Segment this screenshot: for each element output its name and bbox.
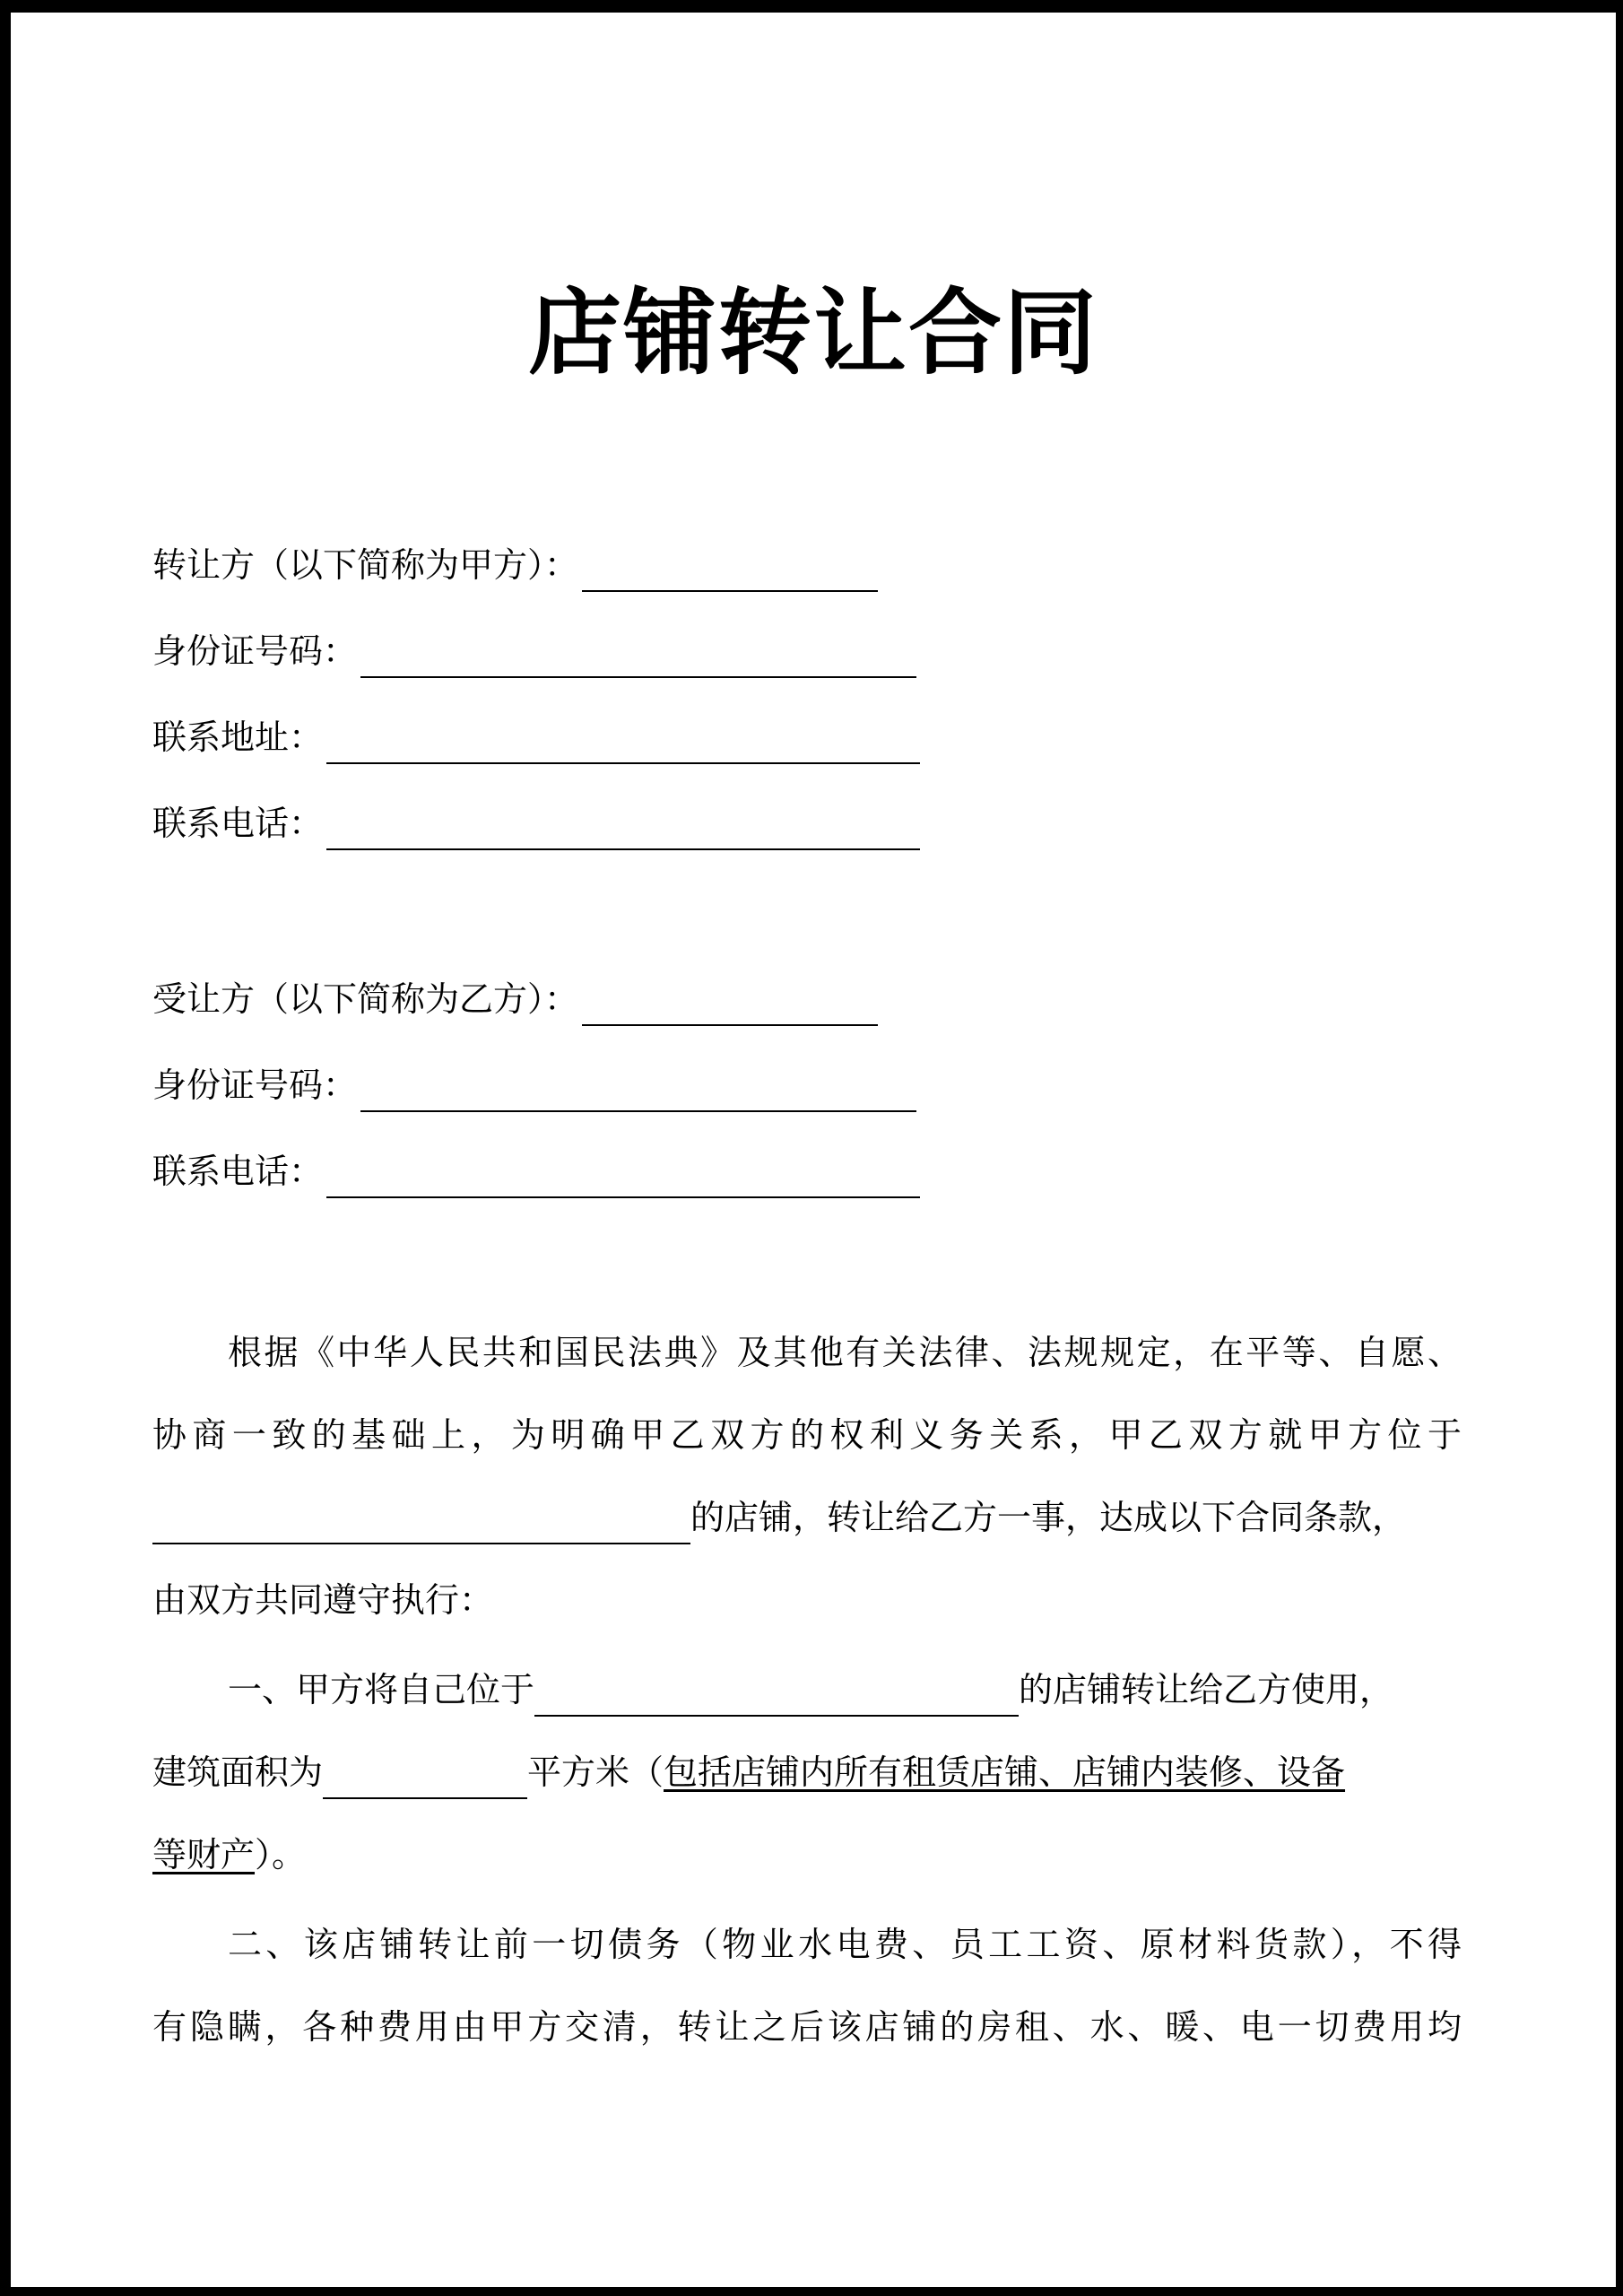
party-b-phone-field (152, 1144, 920, 1198)
preamble-line-4: 由双方共同遵守执行： (152, 1580, 494, 1620)
clause-1-area-prefix: 建筑面积为 (152, 1752, 324, 1792)
party-a-phone-label: 联系电话： (152, 804, 324, 843)
party-a-phone-field (152, 796, 920, 850)
party-a-id-label: 身份证号码： (152, 631, 358, 671)
party-b-phone-blank[interactable] (326, 1152, 920, 1198)
clause-1-line-3 (152, 1828, 1462, 1882)
clause-2-line-1: 二、该店铺转让前一切债务（物业水电费、员工工资、原材料货款），不得 (228, 1925, 1462, 1964)
clause-1-area-unit: 平方米（ (527, 1752, 664, 1792)
party-b-name-blank[interactable] (582, 979, 878, 1026)
clause-1-location-blank[interactable] (534, 1675, 1019, 1717)
preamble-line-3 (152, 1491, 1462, 1544)
shop-location-blank[interactable] (152, 1503, 690, 1544)
party-a-name-field (152, 538, 878, 592)
party-a-name-blank[interactable] (582, 545, 878, 592)
party-a-address-label: 联系地址： (152, 718, 324, 757)
clause-2-line-2: 有隐瞒，各种费用由甲方交清，转让之后该店铺的房租、水、暖、电一切费用均 (152, 2007, 1462, 2047)
clause-1-prefix: 一、甲方将自己位于 (228, 1670, 535, 1709)
party-a-name-label: 转让方（以下简称为甲方）： (152, 545, 579, 585)
party-b-id-field (152, 1058, 916, 1112)
preamble-line-1: 根据《中华人民共和国民法典》及其他有关法律、法规规定，在平等、自愿、 (228, 1333, 1462, 1372)
clause-1-closing: ）。 (255, 1835, 307, 1874)
preamble-line-3-text: 的店铺，转让给乙方一事，达成以下合同条款， (690, 1498, 1407, 1537)
party-a-id-blank[interactable] (360, 631, 916, 678)
clause-1-area-blank[interactable] (323, 1758, 527, 1799)
clause-1-line-1 (228, 1663, 1462, 1717)
clause-1-suffix: 的店铺转让给乙方使用， (1019, 1670, 1394, 1709)
party-a-phone-blank[interactable] (326, 804, 920, 850)
party-a-address-field (152, 710, 920, 764)
clause-1-line-2 (152, 1745, 1462, 1799)
party-b-name-field (152, 972, 878, 1026)
clause-1-included-part-2: 等财产 (152, 1835, 256, 1874)
party-b-phone-label: 联系电话： (152, 1152, 324, 1191)
party-b-id-label: 身份证号码： (152, 1065, 358, 1105)
party-b-id-blank[interactable] (360, 1065, 916, 1112)
party-b-name-label: 受让方（以下简称为乙方）： (152, 979, 579, 1019)
party-a-address-blank[interactable] (326, 718, 920, 764)
document-title: 店铺转让合同 (527, 277, 1098, 387)
contract-page (11, 13, 1616, 2287)
clause-1-included-part-1: 包括店铺内所有租赁店铺、店铺内装修、设备 (664, 1752, 1346, 1792)
party-a-id-field (152, 624, 916, 678)
preamble-line-2: 协商一致的基础上，为明确甲乙双方的权利义务关系，甲乙双方就甲方位于 (152, 1415, 1462, 1455)
